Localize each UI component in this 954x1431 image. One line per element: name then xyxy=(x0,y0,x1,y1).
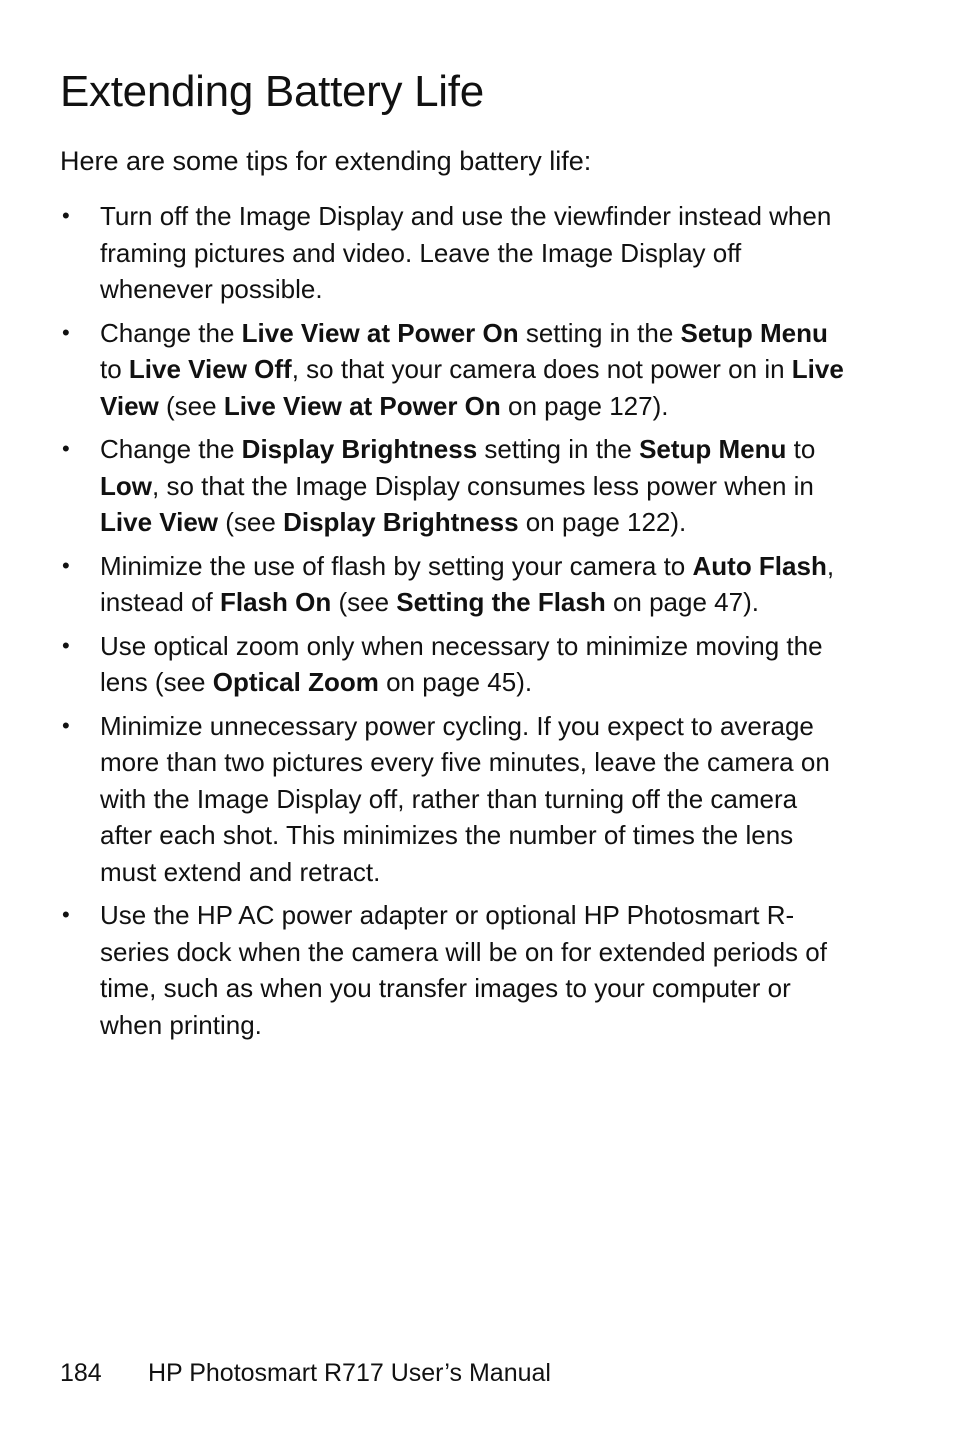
tip-text-run: Use optical zoom only when necessary to minimize moving the lens (see xyxy=(100,630,823,697)
bullet-glyph: • xyxy=(62,712,70,738)
tip-text-run: Minimize the use of flash by setting your camera to xyxy=(100,550,693,581)
tip-item xyxy=(60,431,850,541)
tip-text-run: , so that the Image Display consumes less power when in xyxy=(152,470,814,501)
tips-list xyxy=(60,198,850,1050)
tip-text xyxy=(100,434,815,537)
bold-term: Setting the Flash xyxy=(396,587,606,617)
bullet-glyph: • xyxy=(62,319,70,345)
tip-text-run: setting in the xyxy=(477,434,640,464)
bold-term: Setup Menu xyxy=(680,317,828,348)
tip-text-run: Turn off the Image Display and use the viewfinder instead when framing pictures and video. Leave the Image Display off whenever possible. xyxy=(100,201,832,304)
tip-text-run: (see xyxy=(331,587,397,617)
bold-term: Live View Off xyxy=(128,354,292,384)
tip-item xyxy=(60,708,850,891)
bullet-glyph: • xyxy=(62,203,70,228)
tip-text-run: on page 47). xyxy=(605,587,759,617)
tip-item xyxy=(60,548,850,621)
bold-term: Optical Zoom xyxy=(212,667,379,697)
tip-text-run: , so that your camera does not power on in xyxy=(291,354,792,384)
tip-text-run: Use the HP AC power adapter or optional HP Photosmart R-series dock when the camera will be on for extended periods of time, such as when you transfer images to your computer or when printing. xyxy=(100,900,827,1040)
bold-term: Display Brightness xyxy=(241,434,478,464)
tip-item xyxy=(60,315,850,425)
tip-text-run: Minimize unnecessary power cycling. If you expect to average more than two pictures every five minutes, leave the camera on with the Image Display off, rather than turning off the camera after each shot. This minimizes the number of times the lens must extend and retract. xyxy=(100,710,830,887)
tip-text-run: , instead of xyxy=(100,550,835,617)
tip-text xyxy=(100,711,830,887)
bold-term: Flash On xyxy=(219,587,332,617)
bold-term: Setup Menu xyxy=(639,434,787,464)
tip-text xyxy=(100,201,831,304)
tip-text xyxy=(100,900,827,1040)
bullet-glyph: • xyxy=(62,902,70,927)
bold-term: Live View xyxy=(100,354,844,421)
tip-text-run: (see xyxy=(158,390,224,421)
bullet-glyph: • xyxy=(62,552,70,578)
manual-title: HP Photosmart R717 User’s Manual xyxy=(148,1359,551,1387)
tip-text-run: to xyxy=(100,354,129,384)
tip-text xyxy=(100,631,823,698)
tip-text xyxy=(100,318,844,421)
bold-term: Display Brightness xyxy=(283,507,519,537)
tip-text-run: (see xyxy=(218,507,284,537)
bold-term: Auto Flash xyxy=(692,550,827,581)
tip-item xyxy=(60,628,850,701)
page-number: 184 xyxy=(60,1359,102,1387)
bold-term: Low xyxy=(100,470,152,501)
tip-text-run: setting in the xyxy=(518,317,681,348)
tip-item xyxy=(60,897,850,1043)
page-title: Extending Battery Life xyxy=(60,67,484,116)
tip-text-run: Change the xyxy=(100,317,242,348)
tip-text-run: on page 122). xyxy=(518,507,687,537)
tip-item xyxy=(60,198,850,308)
tip-text-run: to xyxy=(786,434,816,464)
bold-term: Live View at Power On xyxy=(241,317,519,348)
intro-paragraph: Here are some tips for extending battery life: xyxy=(60,146,592,176)
tip-text-run: on page 127). xyxy=(500,390,669,421)
tip-text xyxy=(100,551,834,618)
bold-term: Live View xyxy=(100,507,219,537)
page-footer xyxy=(60,1357,551,1389)
bullet-glyph: • xyxy=(62,436,70,461)
tip-text-run: on page 45). xyxy=(378,667,533,697)
bullet-glyph: • xyxy=(62,632,70,658)
tip-text-run: Change the xyxy=(100,434,242,464)
bold-term: Live View at Power On xyxy=(223,390,501,421)
